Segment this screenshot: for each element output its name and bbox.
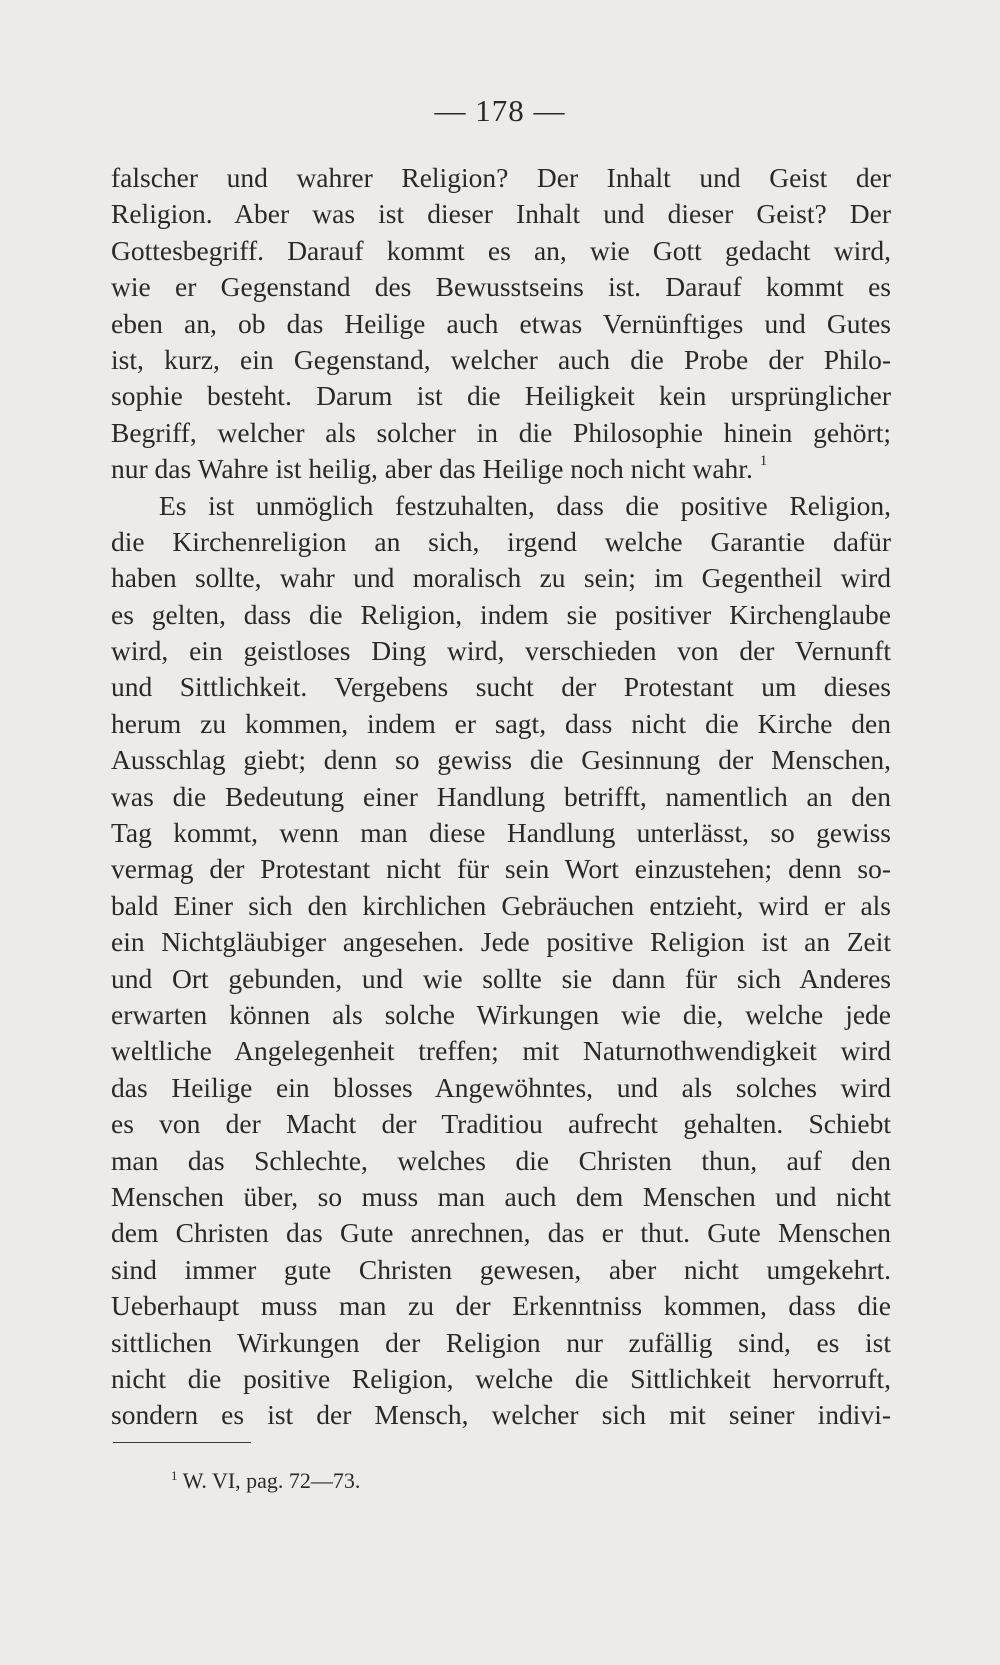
text-line-content: es gelten, dass die Religion, indem sie positiver Kirchenglaube (111, 598, 891, 630)
text-line-content: man das Schlechte, welches die Christen thun, auf den (111, 1144, 891, 1176)
text-line-content: die Kirchenreligion an sich, irgend welche Garantie dafür (111, 525, 891, 557)
text-line-content: was die Bedeutung einer Handlung betrifft, namentlich an den (111, 780, 891, 812)
text-line (111, 1143, 891, 1179)
text-line (111, 633, 891, 669)
text-line-content: erwarten können als solche Wirkungen wie die, welche jede (111, 998, 891, 1030)
text-line-content: herum zu kommen, indem er sagt, dass nicht die Kirche den (111, 707, 891, 739)
text-line-content: Es ist unmöglich festzuhalten, dass die positive Religion, (159, 489, 891, 521)
text-line (111, 1033, 891, 1069)
text-line (111, 524, 891, 560)
text-line (111, 815, 891, 851)
text-line (111, 779, 891, 815)
text-line-content: sind immer gute Christen gewesen, aber nicht umgekehrt. (111, 1253, 891, 1285)
text-line-content: Ausschlag giebt; denn so gewiss die Gesinnung der Menschen, (111, 744, 891, 776)
text-line (111, 233, 891, 269)
text-line-content: wird, ein geistloses Ding wird, verschieden von der Vernunft (111, 635, 891, 667)
footnote-reference: 1 (759, 453, 768, 470)
text-line (111, 415, 891, 451)
text-line-content: sondern es ist der Mensch, welcher sich mit seiner indivi- (111, 1399, 891, 1431)
text-line-content: bald Einer sich den kirchlichen Gebräuchen entzieht, wird er als (111, 889, 891, 921)
text-line-content: sophie besteht. Darum ist die Heiligkeit kein ursprünglicher (111, 380, 891, 412)
text-line (111, 961, 891, 997)
text-line (111, 196, 891, 232)
text-line-content: es von der Macht der Traditiou aufrecht gehalten. Schiebt (111, 1108, 891, 1140)
text-line-content: ein Nichtgläubiger angesehen. Jede positive Religion ist an Zeit (111, 926, 891, 958)
text-line (111, 160, 891, 196)
text-line (111, 669, 891, 705)
text-line (111, 269, 891, 305)
text-line (111, 1397, 891, 1433)
text-line-content: ist, kurz, ein Gegenstand, welcher auch die Probe der Philo- (111, 343, 891, 375)
text-line (111, 997, 891, 1033)
paragraph (111, 488, 891, 1434)
text-line (111, 1288, 891, 1324)
text-line (111, 1252, 891, 1288)
text-line-content: Menschen über, so muss man auch dem Menschen und nicht (111, 1180, 891, 1212)
text-line (111, 1179, 891, 1215)
footnote-text: W. VI, pag. 72—73. (182, 1468, 361, 1493)
page-number: — 178 — (434, 93, 566, 128)
text-line-content: eben an, ob das Heilige auch etwas Vernünftiges und Gutes (111, 307, 891, 339)
text-line (111, 378, 891, 414)
text-line-content: und Ort gebunden, und wie sollte sie dann für sich Anderes (111, 962, 891, 994)
text-line-content: dem Christen das Gute anrechnen, das er thut. Gute Menschen (111, 1217, 891, 1249)
text-line-content: Begriff, welcher als solcher in die Philosophie hinein gehört; (111, 416, 891, 448)
text-line (111, 488, 891, 524)
text-line (111, 560, 891, 596)
text-line (111, 597, 891, 633)
text-line (111, 306, 891, 342)
text-line (111, 1106, 891, 1142)
text-line (111, 1361, 891, 1397)
text-line-content: weltliche Angelegenheit treffen; mit Naturnothwendigkeit wird (111, 1035, 891, 1067)
text-line-content: falscher und wahrer Religion? Der Inhalt und Geist der (111, 162, 891, 193)
body-text (111, 160, 891, 1434)
text-line (111, 451, 891, 487)
paragraph (111, 160, 891, 488)
text-line-content: das Heilige ein blosses Angewöhntes, und als solches wird (111, 1071, 891, 1103)
text-line (111, 924, 891, 960)
text-line (111, 1070, 891, 1106)
footnote-marker: 1 (171, 1468, 178, 1483)
text-line-content: nicht die positive Religion, welche die Sittlichkeit hervorruft, (111, 1362, 891, 1394)
text-line (111, 851, 891, 887)
text-line-content: sittlichen Wirkungen der Religion nur zufällig sind, es ist (111, 1326, 891, 1358)
text-line (111, 342, 891, 378)
text-line-content: vermag der Protestant nicht für sein Wort einzustehen; denn so- (111, 853, 891, 885)
text-line-content: wie er Gegenstand des Bewusstseins ist. Darauf kommt es (111, 271, 891, 303)
text-line-content: Gottesbegriff. Darauf kommt es an, wie Gott gedacht wird, (111, 234, 891, 266)
text-line-content: nur das Wahre ist heilig, aber das Heilige noch nicht wahr. (111, 453, 753, 485)
text-line-content: Religion. Aber was ist dieser Inhalt und dieser Geist? Der (111, 198, 891, 230)
text-line-content: und Sittlichkeit. Vergebens sucht der Protestant um dieses (111, 671, 891, 703)
text-line-content: Ueberhaupt muss man zu der Erkenntniss kommen, dass die (111, 1290, 891, 1322)
footnote (171, 1466, 360, 1496)
text-line (111, 742, 891, 778)
text-line-content: haben sollte, wahr und moralisch zu sein; im Gegentheil wird (111, 562, 891, 594)
text-line (111, 1215, 891, 1251)
text-line-content: Tag kommt, wenn man diese Handlung unterlässt, so gewiss (111, 817, 891, 849)
text-line (111, 1325, 891, 1361)
footnote-divider (113, 1442, 251, 1443)
text-line (111, 888, 891, 924)
text-line (111, 706, 891, 742)
